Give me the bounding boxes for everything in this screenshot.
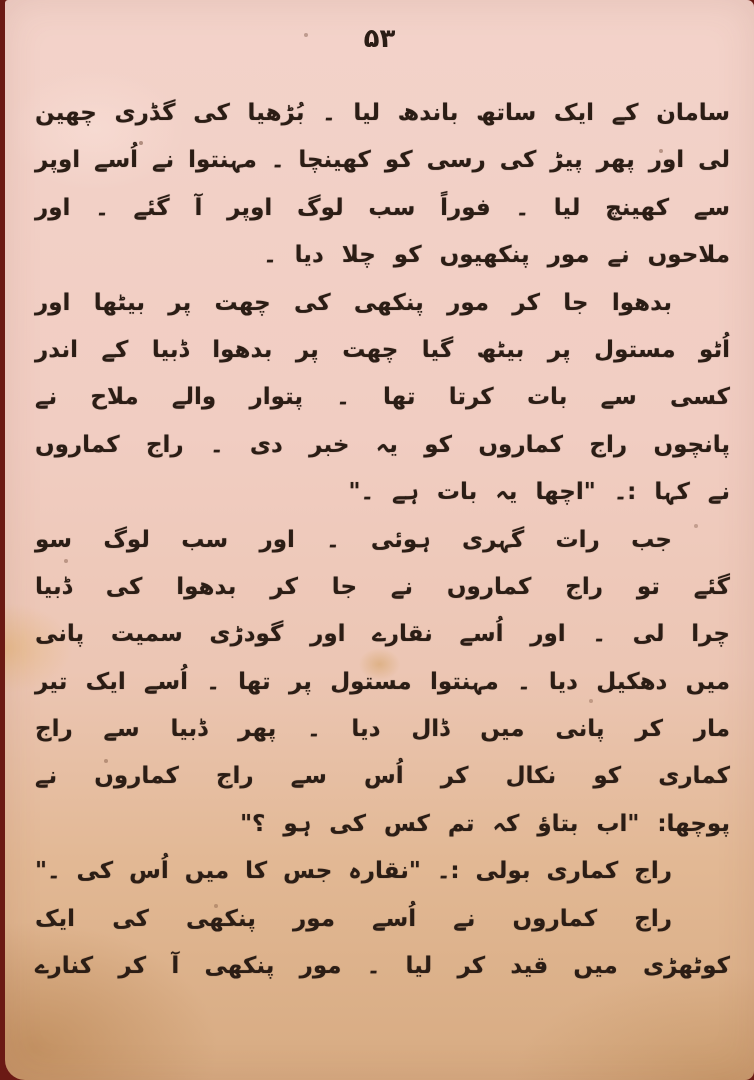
story-text-block bbox=[35, 90, 730, 990]
text-line-3: سے کھینچ لیا ۔ فوراً سب لوگ اوپر آ گئے ۔ اور bbox=[35, 194, 730, 221]
text-line-9: نے کہا :۔ "اچھا یہ بات ہے ۔" bbox=[348, 479, 730, 506]
text-line-14: مار کر پانی میں ڈال دیا ۔ پھر ڈبیا سے راج bbox=[35, 716, 730, 743]
text-line-10: جب رات گہری ہوئی ۔ اور سب لوگ سو bbox=[35, 526, 672, 553]
text-line-11: گئے تو راج کماروں نے جا کر بدھوا کی ڈبیا bbox=[35, 573, 730, 600]
text-line-5: بدھوا جا کر مور پنکھی کی چھت پر بیٹھا اور bbox=[35, 289, 672, 316]
text-line-18: راج کماروں نے اُسے مور پنکھی کی ایک bbox=[35, 905, 672, 932]
text-line-8: پانچوں راج کماروں کو یہ خبر دی ۔ راج کماروں bbox=[35, 431, 730, 458]
paper-specks bbox=[5, 0, 7, 2]
text-line-17: راج کماری بولی :۔ "نقارہ جس کا میں اُس کی ۔" bbox=[35, 858, 672, 885]
text-line-6: اُٹو مستول پر بیٹھ گیا چھت پر بدھوا ڈبیا کے اندر bbox=[35, 336, 730, 363]
page-number: ۵۳ bbox=[363, 24, 396, 54]
text-line-15: کماری کو نکال کر اُس سے راج کماروں نے bbox=[35, 763, 730, 790]
text-line-7: کسی سے بات کرتا تھا ۔ پتوار والے ملاح نے bbox=[35, 384, 730, 411]
text-line-12: چرا لی ۔ اور اُسے نقارے اور گودڑی سمیت پانی bbox=[35, 621, 730, 648]
text-line-1: سامان کے ایک ساتھ باندھ لیا ۔ بُڑھیا کی گڈری چھین bbox=[35, 100, 730, 126]
text-line-13: میں دھکیل دیا ۔ مہنتوا مستول پر تھا ۔ اُسے ایک تیر bbox=[35, 668, 730, 695]
text-line-4: ملاحوں نے مور پنکھیوں کو چلا دیا ۔ bbox=[263, 242, 730, 269]
text-line-16: پوچھا: "اب بتاؤ کہ تم کس کی ہو ؟" bbox=[240, 810, 730, 837]
text-line-2: لی اور پھر پیڑ کی رسی کو کھینچا ۔ مہنتوا نے اُسے اوپر bbox=[35, 147, 730, 174]
book-page bbox=[5, 0, 754, 1080]
text-line-19: کوٹھڑی میں قید کر لیا ۔ مور پنکھی آ کر کنارے bbox=[35, 953, 730, 980]
